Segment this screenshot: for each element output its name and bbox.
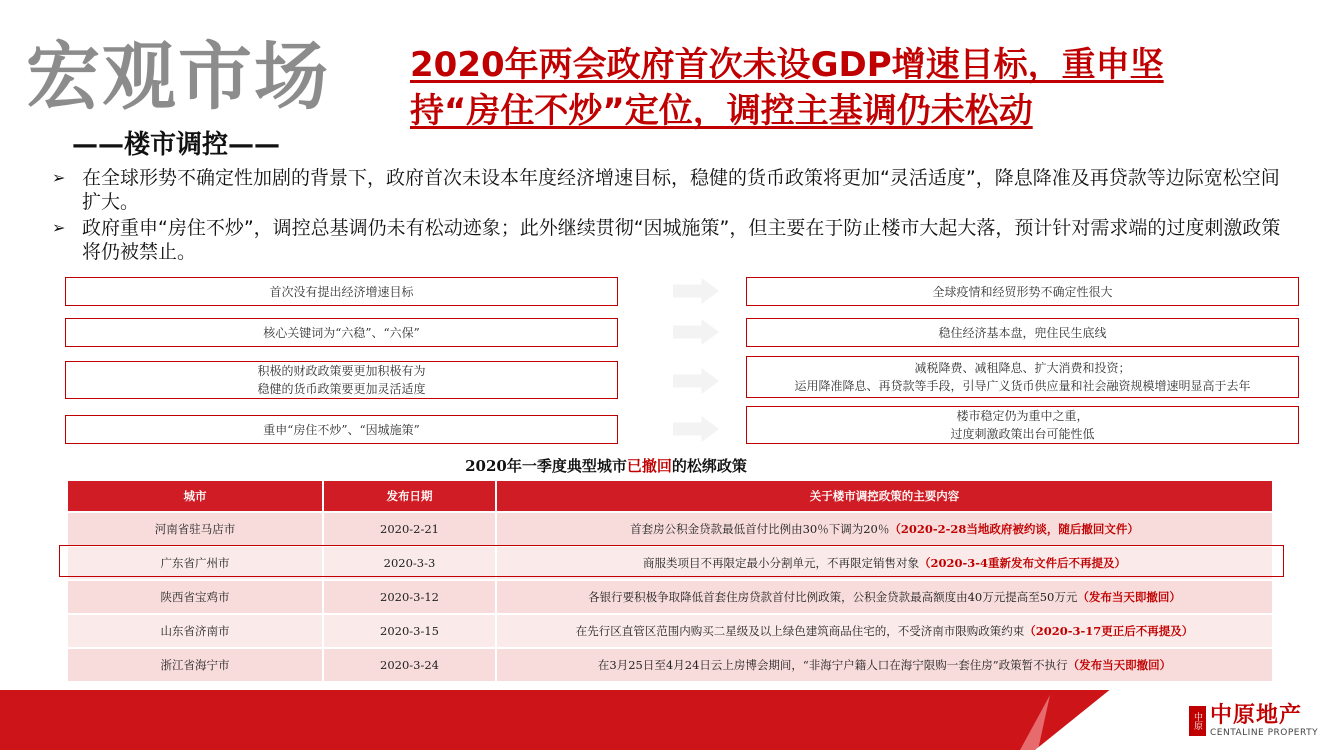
- flow-text: 稳住经济基本盘，兜住民生底线: [938, 325, 1107, 340]
- content-note: （发布当天即撤回）: [1077, 590, 1181, 604]
- table-title: [0, 455, 1212, 476]
- table-title-part: 2020年一季度典型城市: [465, 457, 627, 475]
- column-header: 关于楼市调控政策的主要内容: [496, 481, 1273, 512]
- flow-text: 全球疫情和经贸形势不确定性很大: [932, 284, 1113, 299]
- flow-text: 核心关键词为“六稳”、“六保”: [263, 325, 420, 340]
- date-cell: 2020-3-24: [323, 648, 496, 681]
- arrow-bullet-icon: ➢: [52, 168, 66, 187]
- flow-right-box: [746, 318, 1299, 347]
- content-note: （发布当天即撤回）: [1067, 658, 1172, 672]
- flow-text: 积极的财政政策要更加积极有为: [257, 364, 426, 378]
- company-logo: [1189, 704, 1318, 738]
- flow-text: 重申“房住不炒”、“因城施策”: [263, 422, 420, 437]
- table-title-part: 的松绑政策: [671, 457, 747, 475]
- headline: [410, 42, 1310, 134]
- content-note: （2020-2-28当地政府被约谈，随后撤回文件）: [889, 522, 1139, 536]
- right-arrow-icon: [673, 278, 719, 304]
- content-text: 各银行要积极争取降低首套住房贷款首付比例政策，公积金贷款最高额度由40万元提高至50万元: [588, 590, 1078, 604]
- flow-left-box: [65, 318, 618, 347]
- city-cell: 河南省驻马店市: [68, 512, 323, 546]
- logo-chinese-name: 中原地产: [1210, 703, 1303, 728]
- content-note: （2020-3-4重新发布文件后不再提及）: [918, 556, 1127, 570]
- flow-text: 稳健的货币政策要更加灵活适度: [257, 382, 426, 396]
- flow-text: 运用降准降息、再贷款等手段，引导广义货币供应量和社会融资规模增速明显高于去年: [794, 379, 1251, 393]
- flow-right-box: [746, 277, 1299, 306]
- column-header: 发布日期: [323, 481, 496, 512]
- flow-right-box: [746, 356, 1299, 398]
- city-cell: 广东省广州市: [68, 546, 323, 580]
- row-highlight-frame: [59, 545, 1284, 577]
- table-row: [68, 580, 1273, 614]
- flow-text: 楼市稳定仍为重中之重，: [956, 409, 1089, 423]
- policy-table: [68, 481, 1274, 681]
- bullet-text: 政府重申“房住不炒”，调控总基调仍未有松动迹象；此外继续贯彻“因城施策”，但主要在于防止楼市大起大落，预计针对需求端的过度刺激政策将仍被禁止。: [82, 217, 1281, 263]
- date-cell: 2020-3-3: [323, 546, 496, 580]
- logo-english-name: CENTALINE PROPERTY: [1210, 728, 1319, 738]
- date-cell: 2020-3-15: [323, 614, 496, 648]
- flow-left-box: [65, 361, 618, 399]
- right-arrow-icon: [673, 319, 719, 345]
- table-row: [68, 614, 1273, 648]
- flow-left-box: [65, 415, 618, 444]
- city-cell: 浙江省海宁市: [68, 648, 323, 681]
- content-cell: [496, 614, 1273, 648]
- content-note: （2020-3-17更正后不再提及）: [1024, 624, 1194, 638]
- bullet-item: [52, 216, 1292, 264]
- right-arrow-icon: [673, 416, 719, 442]
- flow-right-box: [746, 406, 1299, 444]
- content-text: 商服类项目不再限定最小分割单元，不再限定销售对象: [642, 556, 919, 570]
- logo-seal-icon: 中原: [1189, 706, 1206, 736]
- city-cell: 陕西省宝鸡市: [68, 580, 323, 614]
- flow-left-box: [65, 277, 618, 306]
- right-arrow-icon: [673, 368, 719, 394]
- headline-line-2: 持“房住不炒”定位，调控主基调仍未松动: [410, 91, 1033, 131]
- arrow-bullet-icon: ➢: [52, 218, 66, 237]
- flow-text: 过度刺激政策出台可能性低: [950, 427, 1095, 441]
- bullet-list: [52, 166, 1292, 266]
- date-cell: 2020-2-21: [323, 512, 496, 546]
- logo-wordmark: [1210, 704, 1318, 738]
- content-cell: [496, 512, 1273, 546]
- flow-text: 减税降费、减租降息、扩大消费和投资；: [914, 361, 1131, 375]
- column-header: 城市: [68, 481, 323, 512]
- content-cell: [496, 648, 1273, 681]
- date-cell: 2020-3-12: [323, 580, 496, 614]
- content-text: 首套房公积金贷款最低首付比例由30％下调为20％: [630, 522, 890, 536]
- section-subtitle: ——楼市调控——: [72, 130, 281, 160]
- table-title-highlight: 已撤回: [626, 457, 672, 475]
- headline-line-1: 2020年两会政府首次未设GDP增速目标，重申坚: [410, 45, 1164, 85]
- bullet-text: 在全球形势不确定性加剧的背景下，政府首次未设本年度经济增速目标，稳健的货币政策将更加“灵活适度”，降息降准及再贷款等边际宽松空间扩大。: [82, 167, 1280, 213]
- flow-text: 首次没有提出经济增速目标: [269, 284, 414, 299]
- content-text: 在3月25日至4月24日云上房博会期间，“非海宁户籍人口在海宁限购一套住房”政策暂不执行: [597, 658, 1068, 672]
- content-cell: [496, 580, 1273, 614]
- section-title: 宏观市场: [26, 34, 330, 120]
- bullet-item: [52, 166, 1292, 214]
- city-cell: 山东省济南市: [68, 614, 323, 648]
- content-text: 在先行区直管区范围内购买二星级及以上绿色建筑商品住宅的，不受济南市限购政策约束: [575, 624, 1025, 638]
- table-row: [68, 648, 1273, 681]
- table-row: [68, 512, 1273, 546]
- table-header-row: [68, 481, 1273, 512]
